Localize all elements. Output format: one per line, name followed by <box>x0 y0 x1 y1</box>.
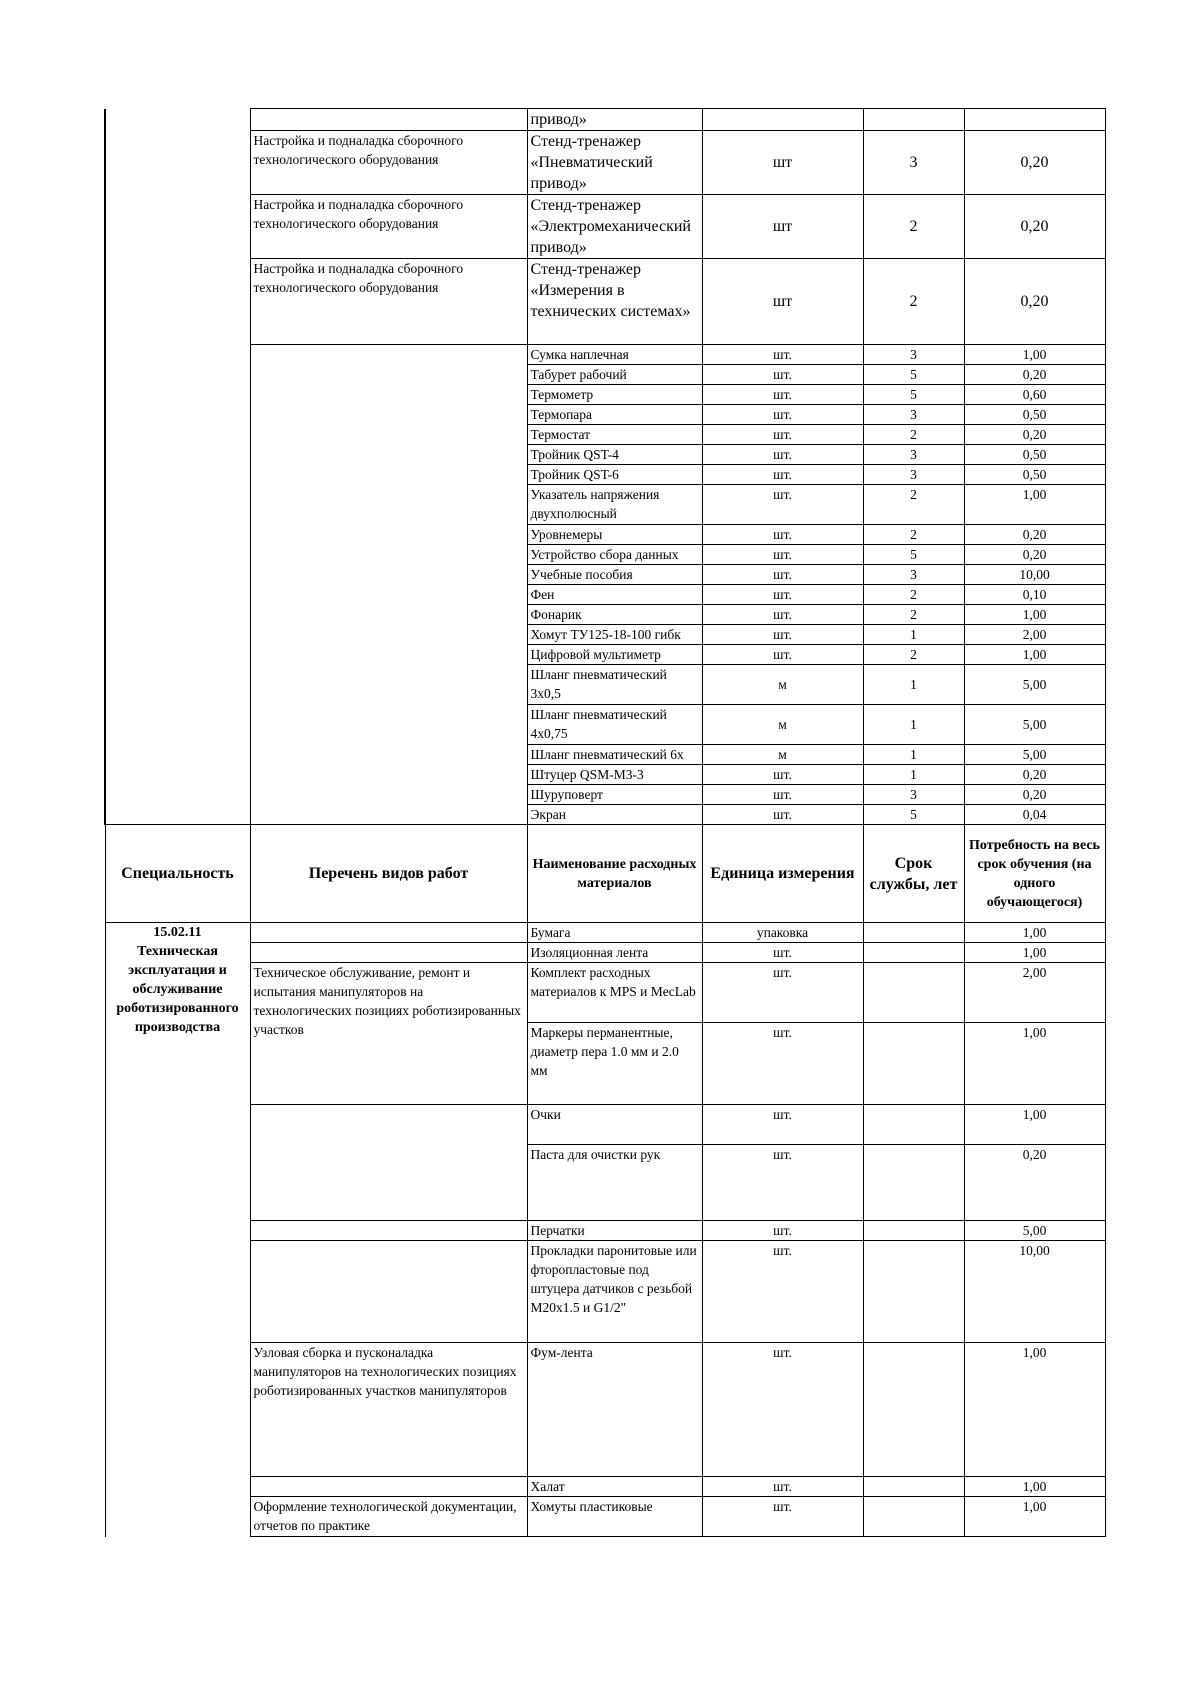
norm-cell: 0,20 <box>964 131 1105 195</box>
term-cell <box>863 1343 964 1477</box>
quantity-cell: 5 <box>863 385 964 405</box>
norm-cell: 0,20 <box>964 785 1105 805</box>
material-name-cell: Стенд-тренажер «Измерения в технических системах» <box>527 259 702 345</box>
header-material-name: Наименование расходных материалов <box>527 825 702 923</box>
quantity-cell: 1 <box>863 665 964 705</box>
unit-cell: шт <box>702 195 863 259</box>
work-type-cell <box>250 109 527 131</box>
unit-cell: упаковка <box>702 923 863 943</box>
unit-cell: шт. <box>702 365 863 385</box>
norm-cell: 5,00 <box>964 665 1105 705</box>
unit-cell: шт. <box>702 485 863 525</box>
table-row <box>105 1105 1105 1145</box>
material-name-cell: Сумка наплечная <box>527 345 702 365</box>
quantity-cell: 5 <box>863 805 964 825</box>
material-name-cell: Шланг пневматический 3х0,5 <box>527 665 702 705</box>
work-type-cell <box>250 1241 527 1343</box>
unit-cell: шт. <box>702 765 863 785</box>
term-cell <box>863 923 964 943</box>
norm-cell: 2,00 <box>964 625 1105 645</box>
table-row <box>105 1497 1105 1537</box>
material-name-cell: Бумага <box>527 923 702 943</box>
term-cell <box>863 1105 964 1145</box>
term-cell <box>863 1241 964 1343</box>
norm-cell: 1,00 <box>964 345 1105 365</box>
quantity-cell: 2 <box>863 585 964 605</box>
material-name-cell: Хомуты пластиковые <box>527 1497 702 1537</box>
quantity-cell: 5 <box>863 545 964 565</box>
quantity-cell: 2 <box>863 605 964 625</box>
material-name-cell: Паста для очистки рук <box>527 1145 702 1221</box>
work-type-cell <box>250 1221 527 1241</box>
unit-cell <box>702 109 863 131</box>
work-type-cell <box>250 943 527 963</box>
norm-cell: 10,00 <box>964 1241 1105 1343</box>
material-name-cell: Фум-лента <box>527 1343 702 1477</box>
material-name-cell: Фонарик <box>527 605 702 625</box>
norm-cell: 0,20 <box>964 765 1105 785</box>
unit-cell: шт. <box>702 345 863 365</box>
norm-cell: 10,00 <box>964 565 1105 585</box>
work-type-cell <box>250 345 527 825</box>
material-name-cell: Стенд-тренажер «Электромеханический привод» <box>527 195 702 259</box>
quantity-cell <box>863 109 964 131</box>
unit-cell: шт. <box>702 1105 863 1145</box>
unit-cell: шт. <box>702 605 863 625</box>
quantity-cell: 1 <box>863 705 964 745</box>
unit-cell: шт. <box>702 525 863 545</box>
norm-cell: 0,20 <box>964 259 1105 345</box>
material-name-cell: Шланг пневматический 6х <box>527 745 702 765</box>
unit-cell: шт. <box>702 385 863 405</box>
table-row <box>105 1241 1105 1343</box>
norm-cell: 0,04 <box>964 805 1105 825</box>
norm-cell: 0,60 <box>964 385 1105 405</box>
material-name-cell: Тройник QST-4 <box>527 445 702 465</box>
quantity-cell: 3 <box>863 345 964 365</box>
unit-cell: шт. <box>702 425 863 445</box>
table-row <box>105 109 1105 131</box>
quantity-cell: 2 <box>863 425 964 445</box>
norm-cell: 1,00 <box>964 645 1105 665</box>
material-name-cell: Стенд-тренажер «Пневматический привод» <box>527 131 702 195</box>
material-name-cell: Перчатки <box>527 1221 702 1241</box>
material-name-cell: Фен <box>527 585 702 605</box>
unit-cell: шт. <box>702 1241 863 1343</box>
table-row <box>105 345 1105 365</box>
unit-cell: шт. <box>702 805 863 825</box>
table-body <box>105 109 1105 1537</box>
unit-cell: шт. <box>702 445 863 465</box>
norm-cell: 0,20 <box>964 365 1105 385</box>
unit-cell: шт. <box>702 963 863 1023</box>
unit-cell: шт. <box>702 465 863 485</box>
material-name-cell: Учебные пособия <box>527 565 702 585</box>
work-type-cell <box>250 923 527 943</box>
material-name-cell: Хомут ТУ125-18-100 гибк <box>527 625 702 645</box>
norm-cell: 1,00 <box>964 1497 1105 1537</box>
work-type-cell <box>250 1105 527 1221</box>
norm-cell: 0,20 <box>964 545 1105 565</box>
unit-cell: шт. <box>702 785 863 805</box>
unit-cell: м <box>702 665 863 705</box>
header-row <box>105 825 1105 923</box>
material-name-cell: Очки <box>527 1105 702 1145</box>
unit-cell: шт. <box>702 645 863 665</box>
material-name-cell: Изоляционная лента <box>527 943 702 963</box>
norm-cell: 1,00 <box>964 1105 1105 1145</box>
work-type-cell: Техническое обслуживание, ремонт и испытания манипуляторов на технологических позициях роботизированных участков <box>250 963 527 1105</box>
unit-cell: шт <box>702 259 863 345</box>
quantity-cell: 1 <box>863 625 964 645</box>
table-row <box>105 943 1105 963</box>
quantity-cell: 3 <box>863 785 964 805</box>
norm-cell <box>964 109 1105 131</box>
work-type-cell: Оформление технологической документации, отчетов по практике <box>250 1497 527 1537</box>
header-unit: Единица измерения <box>702 825 863 923</box>
quantity-cell: 3 <box>863 465 964 485</box>
quantity-cell: 2 <box>863 525 964 545</box>
material-name-cell: Цифровой мультиметр <box>527 645 702 665</box>
quantity-cell: 3 <box>863 405 964 425</box>
term-cell <box>863 1477 964 1497</box>
material-name-cell: Уровнемеры <box>527 525 702 545</box>
material-name-cell: Термостат <box>527 425 702 445</box>
unit-cell: шт. <box>702 585 863 605</box>
unit-cell: шт. <box>702 405 863 425</box>
norm-cell: 0,50 <box>964 465 1105 485</box>
unit-cell: шт <box>702 131 863 195</box>
norm-cell: 1,00 <box>964 923 1105 943</box>
quantity-cell: 3 <box>863 131 964 195</box>
specialty-cell <box>105 923 250 1537</box>
material-name-cell: Шланг пневматический 4х0,75 <box>527 705 702 745</box>
table-row <box>105 923 1105 943</box>
unit-cell: шт. <box>702 625 863 645</box>
unit-cell: шт. <box>702 1343 863 1477</box>
material-name-cell: Маркеры перманентные, диаметр пера 1.0 мм и 2.0 мм <box>527 1023 702 1105</box>
unit-cell: шт. <box>702 1477 863 1497</box>
specialty-cell-continued <box>105 109 250 825</box>
material-name-cell: Халат <box>527 1477 702 1497</box>
specialty-code: 15.02.11 <box>153 925 202 940</box>
norm-cell: 1,00 <box>964 605 1105 625</box>
material-name-cell: привод» <box>527 109 702 131</box>
quantity-cell: 2 <box>863 195 964 259</box>
norm-cell: 0,50 <box>964 445 1105 465</box>
norm-cell: 5,00 <box>964 1221 1105 1241</box>
unit-cell: шт. <box>702 565 863 585</box>
material-name-cell: Табурет рабочий <box>527 365 702 385</box>
table-row <box>105 1477 1105 1497</box>
work-type-cell: Настройка и подналадка сборочного технологического оборудования <box>250 195 527 259</box>
material-name-cell: Шуруповерт <box>527 785 702 805</box>
work-type-cell <box>250 1477 527 1497</box>
unit-cell: шт. <box>702 943 863 963</box>
quantity-cell: 3 <box>863 565 964 585</box>
norm-cell: 5,00 <box>964 705 1105 745</box>
unit-cell: м <box>702 705 863 745</box>
term-cell <box>863 1221 964 1241</box>
table-row <box>105 259 1105 345</box>
material-name-cell: Экран <box>527 805 702 825</box>
material-name-cell: Указатель напряжения двухполюсный <box>527 485 702 525</box>
norm-cell: 0,20 <box>964 1145 1105 1221</box>
quantity-cell: 1 <box>863 745 964 765</box>
quantity-cell: 2 <box>863 259 964 345</box>
header-term: Срок службы, лет <box>863 825 964 923</box>
quantity-cell: 2 <box>863 645 964 665</box>
quantity-cell: 5 <box>863 365 964 385</box>
work-type-cell: Настройка и подналадка сборочного технологического оборудования <box>250 259 527 345</box>
materials-table <box>104 108 1106 1537</box>
table-row <box>105 131 1105 195</box>
table-row <box>105 963 1105 1023</box>
header-works: Перечень видов работ <box>250 825 527 923</box>
norm-cell: 2,00 <box>964 963 1105 1023</box>
table-row <box>105 1221 1105 1241</box>
unit-cell: шт. <box>702 1221 863 1241</box>
work-type-cell: Настройка и подналадка сборочного технологического оборудования <box>250 131 527 195</box>
table-row <box>105 1343 1105 1477</box>
norm-cell: 1,00 <box>964 1343 1105 1477</box>
material-name-cell: Комплект расходных материалов к MPS и MecLab <box>527 963 702 1023</box>
norm-cell: 1,00 <box>964 943 1105 963</box>
work-type-cell: Узловая сборка и пусконаладка манипуляторов на технологических позициях роботизированных участков манипуляторов <box>250 1343 527 1477</box>
material-name-cell: Штуцер QSM-M3-3 <box>527 765 702 785</box>
norm-cell: 0,20 <box>964 525 1105 545</box>
unit-cell: шт. <box>702 1023 863 1105</box>
quantity-cell: 1 <box>863 765 964 785</box>
header-specialty: Специальность <box>105 825 250 923</box>
norm-cell: 0,20 <box>964 425 1105 445</box>
unit-cell: шт. <box>702 545 863 565</box>
norm-cell: 1,00 <box>964 485 1105 525</box>
term-cell <box>863 943 964 963</box>
table-row <box>105 195 1105 259</box>
unit-cell: м <box>702 745 863 765</box>
norm-cell: 5,00 <box>964 745 1105 765</box>
term-cell <box>863 963 964 1023</box>
norm-cell: 1,00 <box>964 1477 1105 1497</box>
term-cell <box>863 1023 964 1105</box>
norm-cell: 0,50 <box>964 405 1105 425</box>
quantity-cell: 2 <box>863 485 964 525</box>
term-cell <box>863 1145 964 1221</box>
material-name-cell: Устройство сбора данных <box>527 545 702 565</box>
material-name-cell: Прокладки паронитовые или фторопластовые под штуцера датчиков с резьбой М20х1.5 и G1/2" <box>527 1241 702 1343</box>
material-name-cell: Тройник QST-6 <box>527 465 702 485</box>
unit-cell: шт. <box>702 1145 863 1221</box>
norm-cell: 1,00 <box>964 1023 1105 1105</box>
norm-cell: 0,20 <box>964 195 1105 259</box>
specialty-name: Техническая эксплуатация и обслуживание роботизированного производства <box>116 944 239 1035</box>
header-need: Потребность на весь срок обучения (на одного обучающегося) <box>964 825 1105 923</box>
norm-cell: 0,10 <box>964 585 1105 605</box>
term-cell <box>863 1497 964 1537</box>
quantity-cell: 3 <box>863 445 964 465</box>
material-name-cell: Термометр <box>527 385 702 405</box>
unit-cell: шт. <box>702 1497 863 1537</box>
material-name-cell: Термопара <box>527 405 702 425</box>
